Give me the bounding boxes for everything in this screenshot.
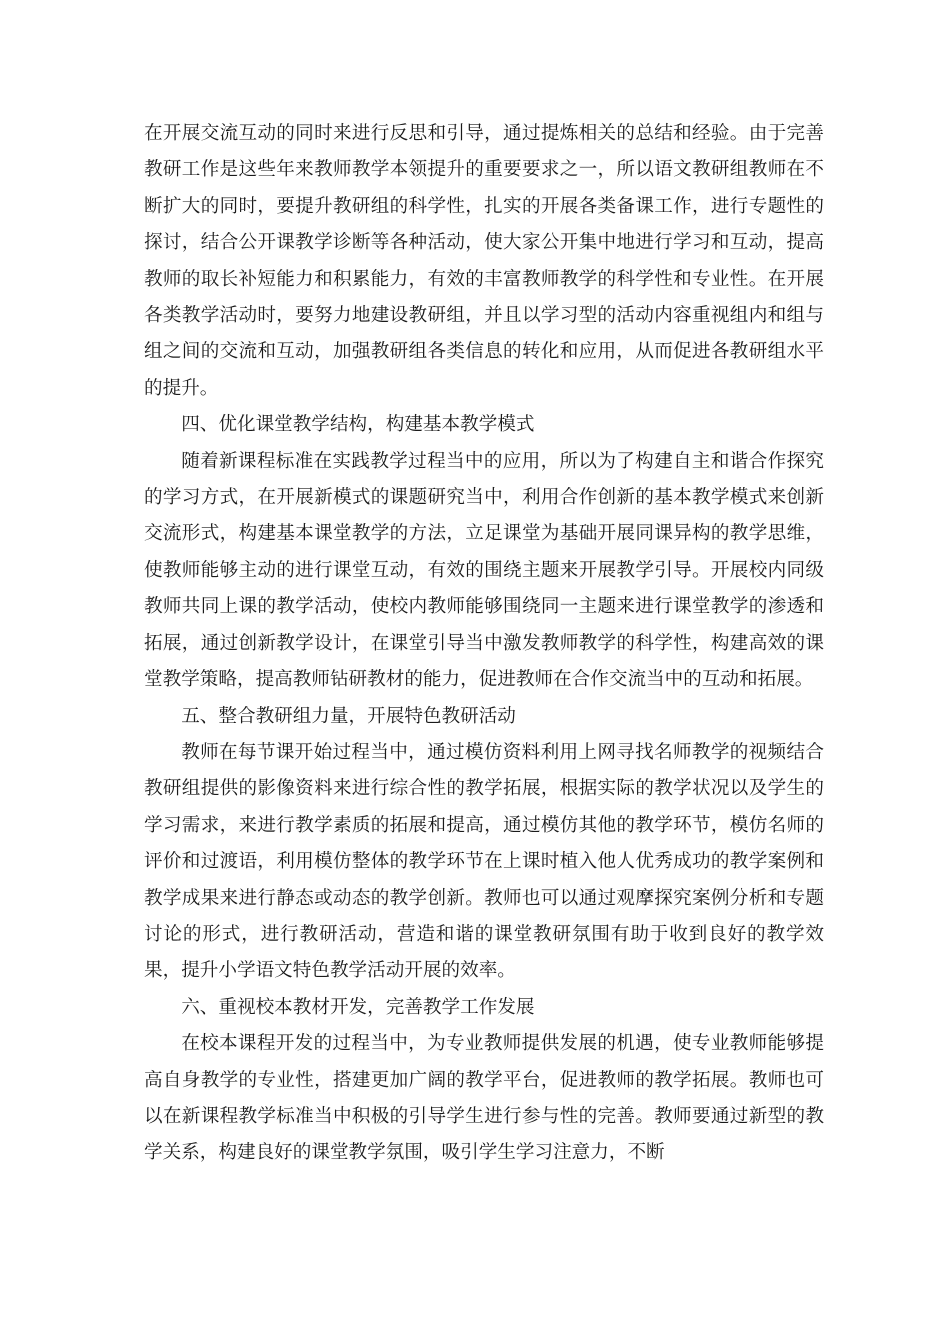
section-heading-four: 四、优化课堂教学结构，构建基本教学模式 <box>181 414 535 436</box>
paragraph-classroom-structure: 随着新课程标准在实践教学过程当中的应用，所以为了构建自主和谐合作探究的学习方式，在开展新模式的课题研究当中，利用合作创新的基本教学模式来创新交流形式，构建基本课堂教学的方法，立足课堂为基础开展同课异构的教学思维，使教师能够主动的进行课堂互动，有效的围绕主题来开展教学引导。开展校内同级教师共同上课的教学活动，使校内教师能够围绕同一主题来进行课堂教学的渗透和拓展，通过创新教学设计，在课堂引导当中激发教师教学的科学性，构建高效的课堂教学策略，提高教师钻研教材的能力，促进教师在合作交流当中的互动和拓展。 <box>144 450 824 691</box>
paragraph-reflection-guidance: 在开展交流互动的同时来进行反思和引导，通过提炼相关的总结和经验。由于完善教研工作是这些年来教师教学本领提升的重要要求之一，所以语文教研组教师在不断扩大的同时，要提升教研组的科学性，扎实的开展各类备课工作，进行专题性的探讨，结合公开课教学诊断等各种活动，使大家公开集中地进行学习和互动，提高教师的取长补短能力和积累能力，有效的丰富教师教学的科学性和专业性。在开展各类教学活动时，要努力地建设教研组，并且以学习型的活动内容重视组内和组与组之间的交流和互动，加强教研组各类信息的转化和应用，从而促进各教研组水平的提升。 <box>144 123 824 399</box>
paragraph-teaching-research: 教师在每节课开始过程当中，通过模仿资料利用上网寻找名师教学的视频结合教研组提供的影像资料来进行综合性的教学拓展，根据实际的教学状况以及学生的学习需求，来进行教学素质的拓展和提高，通过模仿其他的教学环节，模仿名师的评价和过渡语，利用模仿整体的教学环节在上课时植入他人优秀成功的教学案例和教学成果来进行静态或动态的教学创新。教师也可以通过观摩探究案例分析和专题讨论的形式，进行教研活动，营造和谐的课堂教研氛围有助于收到良好的教学效果，提升小学语文特色教学活动开展的效率。 <box>144 741 824 982</box>
document-body <box>144 116 824 1172</box>
paragraph-school-curriculum: 在校本课程开发的过程当中，为专业教师提供发展的机遇，使专业教师能够提高自身教学的专业性，搭建更加广阔的教学平台，促进教师的教学拓展。教师也可以在新课程教学标准当中积极的引导学生进行参与性的完善。教师要通过新型的教学关系，构建良好的课堂教学氛围，吸引学生学习注意力，不断 <box>144 1033 824 1164</box>
section-heading-six: 六、重视校本教材开发，完善教学工作发展 <box>181 996 535 1018</box>
section-heading-five: 五、整合教研组力量，开展特色教研活动 <box>181 705 516 727</box>
